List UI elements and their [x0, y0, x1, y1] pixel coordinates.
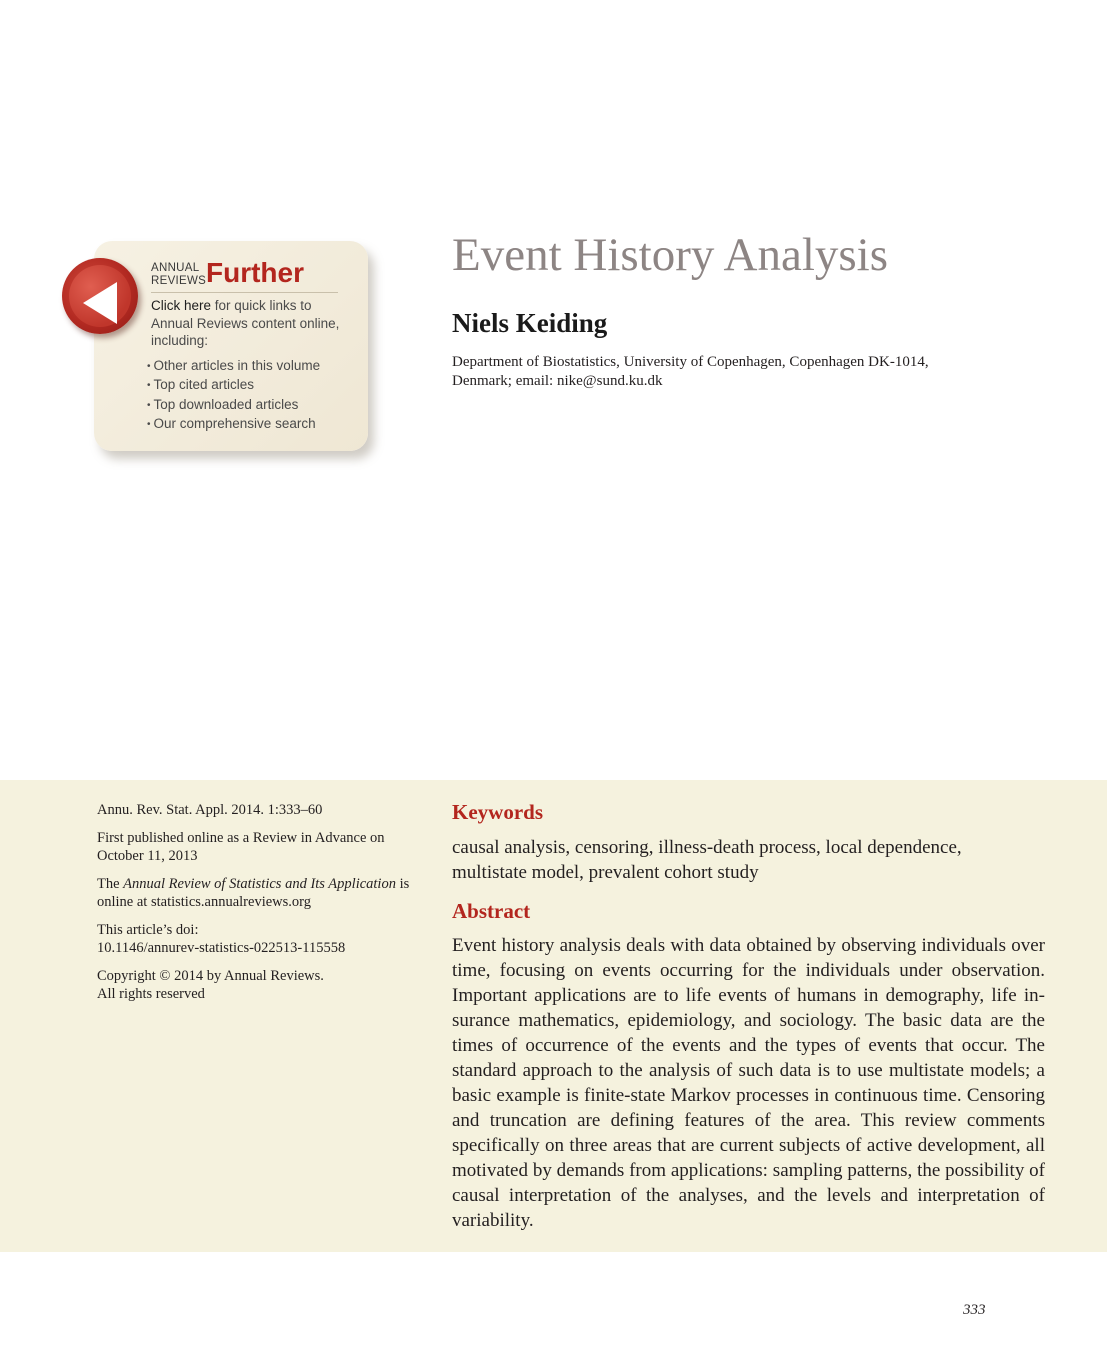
citation: Annu. Rev. Stat. Appl. 2014. 1:333–60	[97, 802, 323, 818]
page-number: 333	[963, 1302, 986, 1318]
keywords-text: causal analysis, censoring, illness-death process, local dependence, multistate model, prevalent cohort study	[452, 837, 962, 883]
abstract-heading: Abstract	[452, 899, 531, 923]
doi-value: 10.1146/annurev-statistics-022513-115558	[97, 940, 346, 956]
further-description	[151, 297, 356, 435]
keywords-heading: Keywords	[452, 800, 543, 824]
brand-line1: ANNUAL	[151, 262, 200, 274]
further-description-text: for quick links to Annual Reviews content online, including:	[151, 298, 340, 348]
brand-divider	[151, 292, 338, 293]
further-link-item[interactable]: • Other articles in this volume	[147, 357, 356, 377]
doi-label: This article’s doi:	[97, 921, 199, 938]
further-link-item[interactable]: • Top cited articles	[147, 376, 356, 396]
copyright-block	[97, 967, 417, 1004]
article-title: Event History Analysis	[452, 229, 889, 281]
copyright: Copyright © 2014 by Annual Reviews.	[97, 967, 324, 984]
abstract-text: Event history analysis deals with data obtained by observing individuals over time, focusing on events occurring for the individuals under observation. Important applications are to life events of humans in demography, life insurance mathematics, epidemiology, and sociology. The basic data are the times of occurrence of the events and the types of events that occur. The standard approach to the analysis of such data is to use multistate models; a basic example is finite-state Markov processes in continuous time. Censoring and truncation are defining features of the area. This review comments specifically on three areas that are current subjects of active development, all motivated by demands from applications: sampling patterns, the possibility of causal interpretation of the analyses, and the levels and interpretation of variability.	[452, 935, 1045, 1231]
click-here-link[interactable]: Click here	[151, 298, 212, 313]
further-link-item[interactable]: • Top downloaded articles	[147, 396, 356, 416]
back-arrow-icon[interactable]	[62, 258, 138, 334]
brand-further-word: Further	[206, 257, 304, 288]
article-author: Niels Keiding	[452, 308, 608, 338]
brand-small-text	[151, 262, 206, 288]
back-arrow-triangle	[83, 282, 117, 324]
journal-info	[97, 875, 417, 912]
journal-prefix: The	[97, 875, 124, 892]
back-arrow-icon-inner	[69, 265, 131, 327]
brand-line2: REVIEWS	[151, 275, 207, 287]
journal-name: Annual Review of Statistics and Its Application	[123, 875, 396, 892]
further-links-list	[147, 357, 356, 435]
further-link-item[interactable]: • Our comprehensive search	[147, 415, 356, 435]
author-affiliation: Department of Biostatistics, University of Copenhagen, Copenhagen DK-1014, Denmark; email: nike@sund.ku.dk	[452, 354, 929, 389]
article-metadata	[97, 801, 417, 1013]
doi-block	[97, 921, 417, 958]
rights: All rights reserved	[97, 986, 205, 1002]
journal-suffix: is online at statistics.annualreviews.org	[97, 875, 410, 910]
published-date: First published online as a Review in Advance on October 11, 2013	[97, 829, 385, 864]
